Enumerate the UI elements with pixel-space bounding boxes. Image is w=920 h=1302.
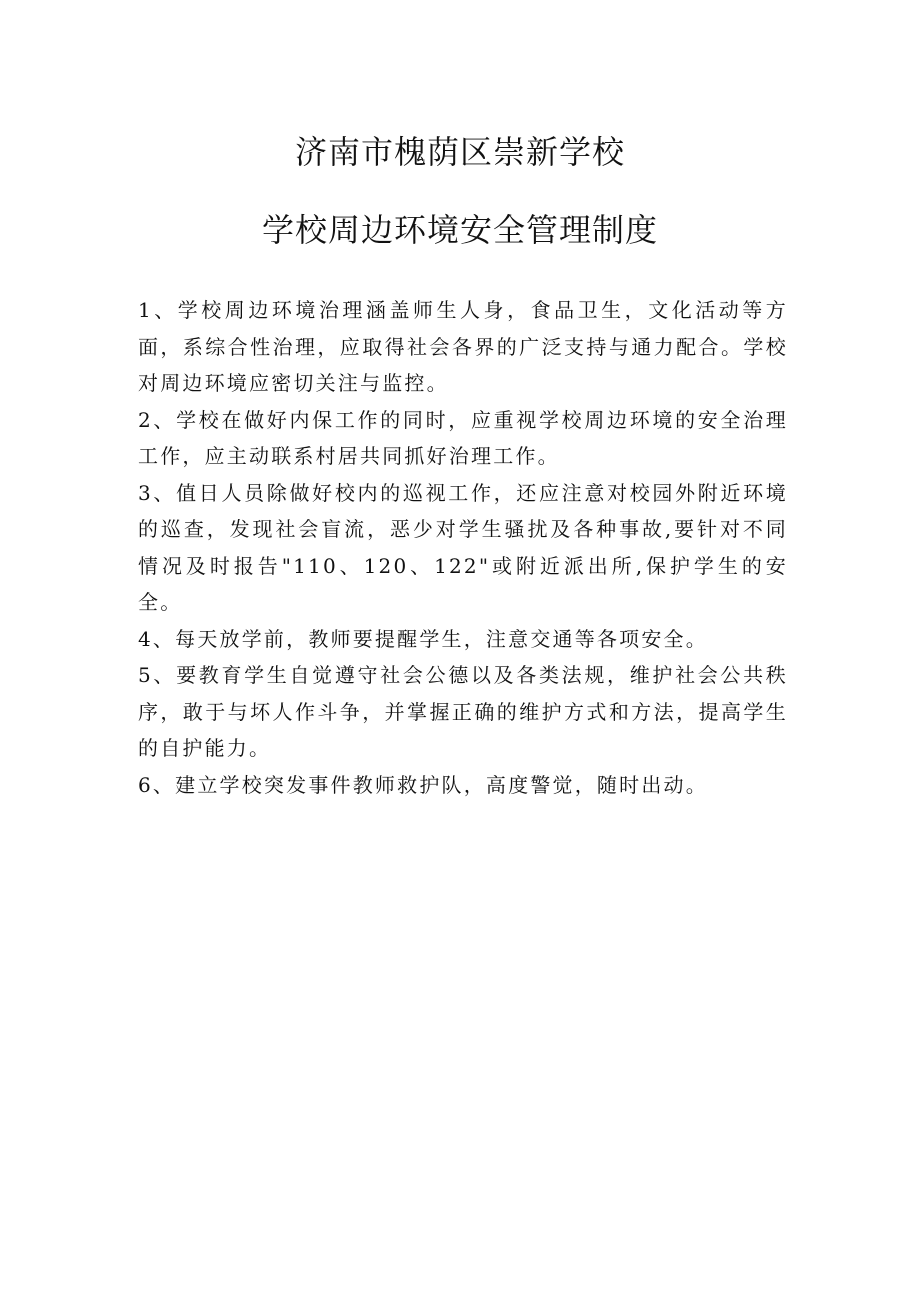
regulation-body — [138, 292, 788, 803]
school-name-title: 济南市槐荫区崇新学校 — [294, 133, 625, 171]
regulation-item-2: 2、学校在做好内保工作的同时，应重视学校周边环境的安全治理工作，应主动联系村居共同抓好治理工作。 — [138, 407, 788, 468]
regulation-title: 学校周边环境安全管理制度 — [261, 211, 658, 249]
regulation-item-6: 6、建立学校突发事件教师救护队，高度警觉，随时出动。 — [138, 772, 708, 797]
regulation-item-4: 4、每天放学前，教师要提醒学生，注意交通等各项安全。 — [138, 626, 708, 651]
regulation-item-1: 1、学校周边环境治理涵盖师生人身，食品卫生，文化活动等方面，系综合性治理，应取得社会各界的广泛支持与通力配合。学校对周边环境应密切关注与监控。 — [138, 298, 788, 395]
regulation-item-3: 3、值日人员除做好校内的巡视工作，还应注意对校园外附近环境的巡查，发现社会盲流，恶少对学生骚扰及各种事故,要针对不同情况及时报告"110、120、122"或附近派出所,保护学生的安全。 — [138, 480, 788, 614]
regulation-item-5: 5、要教育学生自觉遵守社会公德以及各类法规，维护社会公共秩序，敢于与坏人作斗争，并掌握正确的维护方式和方法，提高学生的自护能力。 — [138, 663, 788, 760]
